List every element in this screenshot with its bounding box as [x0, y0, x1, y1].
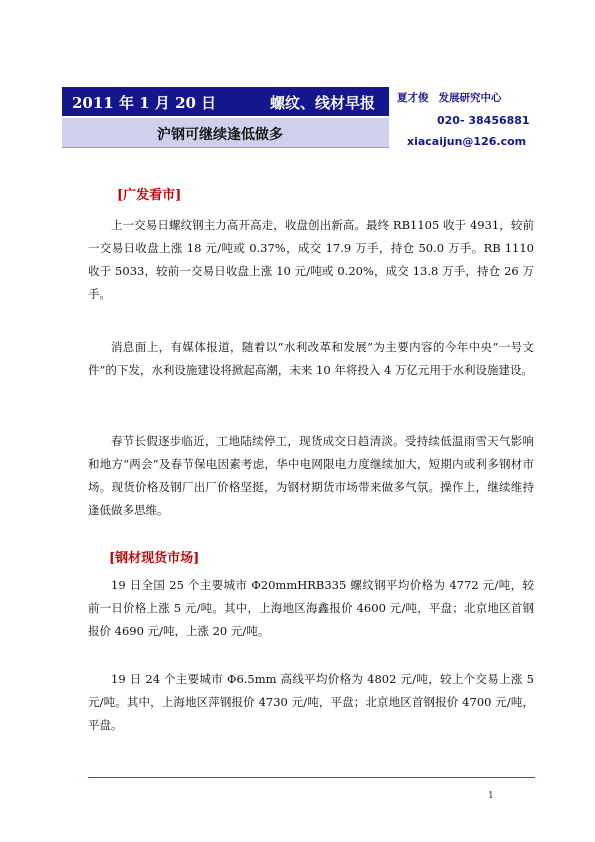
headline-bar: [62, 118, 389, 148]
report-headline: 沪钢可继续逢低做多: [157, 127, 283, 143]
author-name: 夏才俊: [397, 92, 429, 104]
section-title-spot-market: [钢材现货市场]: [109, 551, 200, 566]
paragraph-market-summary: 上一交易日螺纹钢主力高开高走，收盘创出新高。最终 RB1105 收于 4931，较前一交易日收盘上涨 18 元/吨或 0.37%，成交 17.9 万手，持仓 50.0 万手。RB 1110 收于 5033，较前一交易日收盘上涨 10 元/吨或 0.20%，成交 13.8 万手，持仓 26 万手。: [88, 218, 534, 301]
section-title-market-view: [广发看市]: [117, 188, 182, 203]
author-email[interactable]: xiacaijun@126.com: [407, 135, 527, 148]
paragraph-outlook: 春节长假逐步临近，工地陆续停工，现货成交日趋清淡。受持续低温雨雪天气影响和地方“两会”及春节保电因素考虑，华中电网限电力度继续加大，短期内或利多钢材市场。现货价格及钢厂出厂价格坚挺，为钢材期货市场带来做多气氛。操作上，继续维持逢低做多思维。: [88, 434, 534, 517]
author-phone: 020- 38456881: [437, 114, 530, 127]
author-line: [397, 90, 502, 105]
author-department: 发展研究中心: [438, 92, 502, 104]
paragraph-news: 消息面上，有媒体报道，随着以“水利改革和发展”为主要内容的今年中央“一号文件”的下发，水利设施建设将掀起高潮，未来 10 年将投入 4 万亿元用于水利设施建设。: [88, 340, 534, 377]
paragraph-rebar-spot: 19 日全国 25 个主要城市 Φ20mmHRB335 螺纹钢平均价格为 4772 元/吨，较前一日价格上涨 5 元/吨。其中，上海地区海鑫报价 4600 元/吨，平盘；北京地区首钢报价 4690 元/吨，上涨 20 元/吨。: [88, 578, 534, 638]
footer-divider: [88, 777, 535, 778]
report-date: 2011 年 1 月 20 日: [72, 94, 217, 112]
paragraph-wire-spot: 19 日 24 个主要城市 Φ6.5mm 高线平均价格为 4802 元/吨，较上个交易上涨 5 元/吨。其中，上海地区萍钢报价 4730 元/吨，平盘；北京地区首钢报价 4700 元/吨，平盘。: [88, 672, 534, 732]
report-name: 螺纹、线材早报: [269, 94, 375, 112]
report-header-bar: [62, 87, 389, 116]
page-number: 1: [488, 791, 494, 801]
